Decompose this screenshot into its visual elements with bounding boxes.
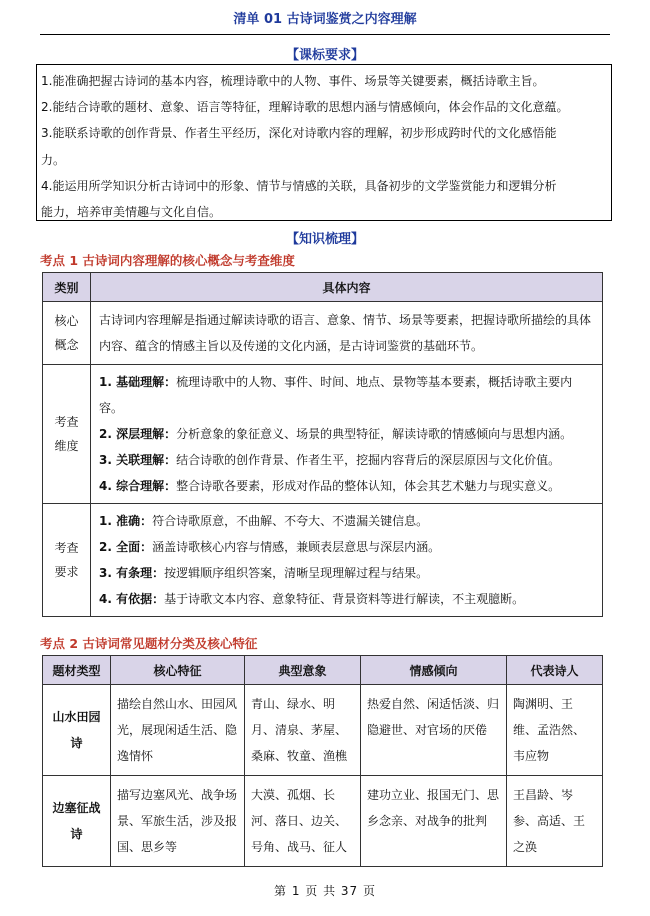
knowledge-banner: 【知识梳理】	[285, 232, 364, 247]
category-label: 核心	[54, 314, 79, 328]
page-footer: 第 1 页 共 37 页	[274, 884, 376, 898]
item-label: 4. 综合理解：	[99, 479, 177, 493]
item-label: 4. 有依据：	[99, 592, 165, 606]
genre-label: 山水田园	[52, 710, 101, 724]
genre-label: 诗	[70, 736, 83, 750]
column-header: 类别	[43, 273, 91, 302]
content-cell: 古诗词内容理解是指通过解读诗歌的语言、意象、情节、场景等要素，把握诗歌所描绘的具体内容、蕴含的情感主旨以及传递的文化内涵，是古诗词鉴赏的基础环节。	[91, 302, 603, 365]
poets-cell: 王昌龄、岑参、高适、王之涣	[507, 776, 603, 867]
column-header: 代表诗人	[507, 656, 603, 685]
title-divider	[40, 34, 610, 35]
requirement-line: 4.能运用所学知识分析古诗词中的形象、情节与情感的关联，具备初步的文学鉴赏能力和逻辑分析	[41, 178, 557, 193]
genre-label: 诗	[70, 827, 83, 841]
item-text: 结合诗歌的创作背景、作者生平，挖掘内容背后的深层原因与文化价值。	[176, 453, 561, 467]
kp1-table	[42, 272, 603, 617]
table-row	[43, 685, 603, 776]
category-cell	[43, 504, 91, 617]
column-header: 核心特征	[111, 656, 245, 685]
item-text: 基于诗歌文本内容、意象特征、背景资料等进行解读，不主观臆断。	[164, 592, 525, 606]
column-header: 具体内容	[91, 273, 603, 302]
table-row	[43, 776, 603, 867]
table-row	[43, 365, 603, 504]
content-cell	[91, 365, 603, 504]
requirement-line: 3.能联系诗歌的创作背景、作者生平经历，深化对诗歌内容的理解，初步形成跨时代的文化感悟能	[41, 126, 557, 141]
table-row	[43, 504, 603, 617]
item-label: 3. 有条理：	[99, 566, 165, 580]
requirements-box	[36, 64, 612, 221]
list-item	[99, 534, 594, 560]
item-label: 1. 基础理解：	[99, 375, 177, 389]
category-label: 考查	[54, 541, 79, 555]
poets-cell: 陶渊明、王维、孟浩然、韦应物	[507, 685, 603, 776]
requirement-line: 能力，培养审美情趣与文化自信。	[41, 205, 222, 220]
page-title: 清单 01 古诗词鉴赏之内容理解	[233, 12, 417, 27]
requirement-line: 1.能准确把握古诗词的基本内容，梳理诗歌中的人物、事件、场景等关键要素，概括诗歌主旨。	[41, 74, 545, 88]
item-text: 涵盖诗歌核心内容与情感，兼顾表层意思与深层内涵。	[152, 540, 441, 554]
item-text: 按逻辑顺序组织答案，清晰呈现理解过程与结果。	[164, 566, 429, 580]
column-header: 题材类型	[43, 656, 111, 685]
category-cell	[43, 365, 91, 504]
kp1-title: 考点 1 古诗词内容理解的核心概念与考查维度	[40, 253, 295, 268]
features-cell: 描写边塞风光、战争场景、军旅生活，涉及报国、思乡等	[111, 776, 245, 867]
genre-label: 边塞征战	[52, 801, 101, 815]
column-header: 情感倾向	[361, 656, 507, 685]
category-label: 概念	[54, 338, 79, 352]
item-label: 2. 全面：	[99, 540, 153, 554]
emotion-cell: 建功立业、报国无门、思乡念亲、对战争的批判	[361, 776, 507, 867]
curriculum-banner: 【课标要求】	[285, 48, 364, 63]
features-cell: 描绘自然山水、田园风光，展现闲适生活、隐逸情怀	[111, 685, 245, 776]
item-text: 符合诗歌原意，不曲解、不夸大、不遗漏关键信息。	[152, 514, 429, 528]
item-label: 2. 深层理解：	[99, 427, 177, 441]
requirement-line: 2.能结合诗歌的题材、意象、语言等特征，理解诗歌的思想内涵与情感倾向，体会作品的文化意蕴。	[41, 100, 569, 115]
category-label: 维度	[54, 439, 79, 453]
imagery-cell: 青山、绿水、明月、清泉、茅屋、桑麻、牧童、渔樵	[245, 685, 361, 776]
item-label: 1. 准确：	[99, 514, 153, 528]
genre-cell	[43, 776, 111, 867]
imagery-cell: 大漠、孤烟、长河、落日、边关、号角、战马、征人	[245, 776, 361, 867]
category-cell	[43, 302, 91, 365]
emotion-cell: 热爱自然、闲适恬淡、归隐避世、对官场的厌倦	[361, 685, 507, 776]
column-header: 典型意象	[245, 656, 361, 685]
list-item	[99, 560, 594, 586]
item-label: 3. 关联理解：	[99, 453, 177, 467]
requirement-line: 力。	[41, 152, 66, 167]
list-item	[99, 508, 594, 534]
genre-cell	[43, 685, 111, 776]
table-header-row	[43, 656, 603, 685]
content-cell	[91, 504, 603, 617]
item-text: 分析意象的象征意义、场景的典型特征，解读诗歌的情感倾向与思想内涵。	[176, 427, 573, 441]
list-item	[99, 473, 594, 499]
table-row	[43, 302, 603, 365]
kp2-title: 考点 2 古诗词常见题材分类及核心特征	[40, 636, 258, 651]
list-item	[99, 586, 594, 612]
item-text: 整合诗歌各要素，形成对作品的整体认知，体会其艺术魅力与现实意义。	[176, 479, 561, 493]
table-header-row	[43, 273, 603, 302]
item-text: 梳理诗歌中的人物、事件、时间、地点、景物等基本要素，概括诗歌主要内容。	[99, 375, 573, 415]
kp2-table	[42, 655, 603, 867]
list-item	[99, 421, 594, 447]
category-label: 要求	[54, 565, 79, 579]
list-item	[99, 369, 594, 421]
category-label: 考查	[54, 415, 79, 429]
list-item	[99, 447, 594, 473]
